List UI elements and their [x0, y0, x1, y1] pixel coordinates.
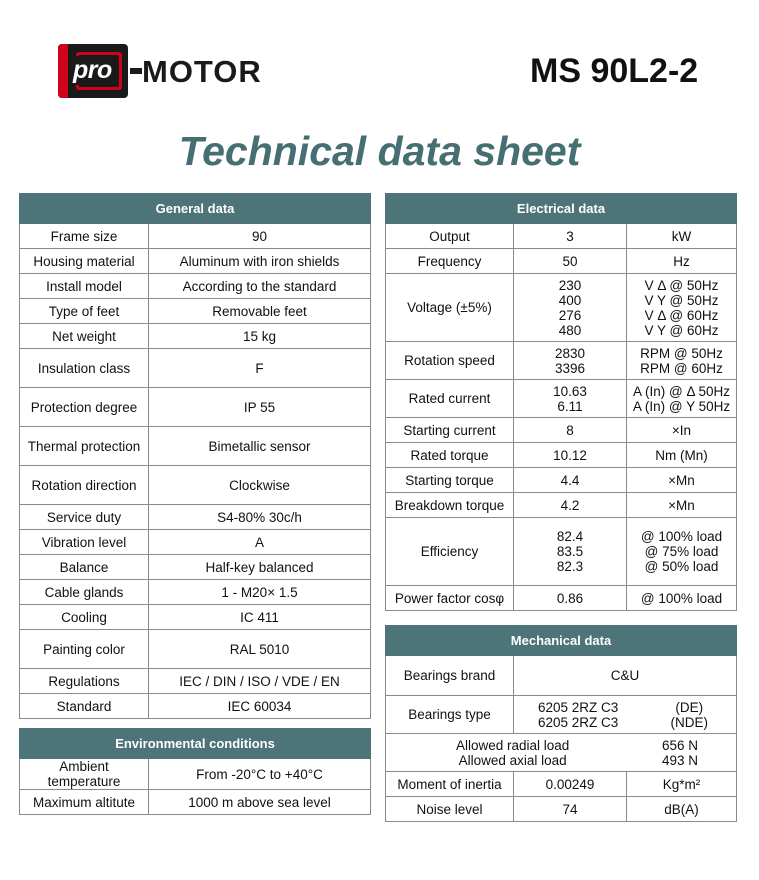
row-value: IEC / DIN / ISO / VDE / EN: [149, 669, 371, 694]
table-row: [20, 669, 371, 694]
table-row: [20, 299, 371, 324]
table-row: [386, 249, 737, 274]
row-value: 10.12: [514, 443, 627, 468]
table-row: [20, 324, 371, 349]
environmental-conditions-table: [19, 728, 371, 815]
table-row: [20, 555, 371, 580]
electrical-data-heading: Electrical data: [386, 194, 737, 224]
table-row: [386, 772, 737, 797]
row-label: Housing material: [20, 249, 149, 274]
table-row: [386, 518, 737, 586]
row-unit: @ 100% load: [627, 586, 737, 611]
row-label: Cable glands: [20, 580, 149, 605]
row-label: Install model: [20, 274, 149, 299]
row-label: Frame size: [20, 224, 149, 249]
table-row: [386, 380, 737, 418]
row-label: Rotation speed: [386, 342, 514, 380]
table-row: [386, 734, 737, 772]
row-label: Painting color: [20, 630, 149, 669]
row-label: Frequency: [386, 249, 514, 274]
pro-motor-logo: [58, 42, 298, 100]
row-label: Efficiency: [386, 518, 514, 586]
row-label: Thermal protection: [20, 427, 149, 466]
row-label: Starting current: [386, 418, 514, 443]
row-label: Cooling: [20, 605, 149, 630]
row-unit: kW: [627, 224, 737, 249]
general-data-heading: General data: [20, 194, 371, 224]
logo-pro-text: pro: [70, 56, 115, 85]
row-label: Vibration level: [20, 530, 149, 555]
row-unit: ×Mn: [627, 493, 737, 518]
row-value: 4.4: [514, 468, 627, 493]
table-row: [20, 580, 371, 605]
row-label: Bearings type: [386, 696, 514, 734]
row-value: Bimetallic sensor: [149, 427, 371, 466]
table-row: [20, 630, 371, 669]
page-title: Technical data sheet: [178, 128, 581, 174]
row-unit: ×Mn: [627, 468, 737, 493]
row-label: Output: [386, 224, 514, 249]
row-value: 10.63 6.11: [514, 380, 627, 418]
row-value: 656 N 493 N: [661, 737, 698, 768]
table-row: [20, 466, 371, 505]
table-row: [386, 443, 737, 468]
row-unit: RPM @ 50Hz RPM @ 60Hz: [627, 342, 737, 380]
table-row: [386, 586, 737, 611]
row-value: 15 kg: [149, 324, 371, 349]
row-value: A: [149, 530, 371, 555]
row-value: According to the standard: [149, 274, 371, 299]
table-row: [386, 656, 737, 696]
electrical-data-table: [385, 193, 737, 611]
logo-motor-text: MOTOR: [142, 54, 262, 89]
row-label: Rated torque: [386, 443, 514, 468]
row-value: 3: [514, 224, 627, 249]
table-row: [20, 694, 371, 719]
row-label: Standard: [20, 694, 149, 719]
table-row: [386, 696, 737, 734]
row-value: 90: [149, 224, 371, 249]
row-value: Half-key balanced: [149, 555, 371, 580]
general-data-table: [19, 193, 371, 719]
table-row: [20, 388, 371, 427]
row-unit: @ 100% load @ 75% load @ 50% load: [627, 518, 737, 586]
row-value: 230 400 276 480: [514, 274, 627, 342]
table-row: [20, 274, 371, 299]
row-label: Breakdown torque: [386, 493, 514, 518]
row-value: 50: [514, 249, 627, 274]
row-value: 0.00249: [514, 772, 627, 797]
row-value: IC 411: [149, 605, 371, 630]
row-unit: Hz: [627, 249, 737, 274]
table-row: [386, 224, 737, 249]
row-value: Removable feet: [149, 299, 371, 324]
row-value: Clockwise: [149, 466, 371, 505]
row-label: Regulations: [20, 669, 149, 694]
row-label: Starting torque: [386, 468, 514, 493]
row-unit: dB(A): [627, 797, 737, 822]
row-label: Maximum altitute: [20, 790, 149, 815]
row-value: Aluminum with iron shields: [149, 249, 371, 274]
row-label: Balance: [20, 555, 149, 580]
row-unit: ×In: [627, 418, 737, 443]
row-value: 1000 m above sea level: [149, 790, 371, 815]
row-label: Rotation direction: [20, 466, 149, 505]
row-value: 82.4 83.5 82.3: [514, 518, 627, 586]
table-row: [20, 605, 371, 630]
row-unit: (DE) (NDE): [670, 699, 708, 730]
row-label: Noise level: [386, 797, 514, 822]
row-value: 2830 3396: [514, 342, 627, 380]
row-unit: Kg*m²: [627, 772, 737, 797]
table-row: [386, 797, 737, 822]
row-value: RAL 5010: [149, 630, 371, 669]
row-label: Bearings brand: [386, 656, 514, 696]
table-row: [20, 790, 371, 815]
row-label: Rated current: [386, 380, 514, 418]
row-value: 8: [514, 418, 627, 443]
table-row: [386, 342, 737, 380]
row-label: Insulation class: [20, 349, 149, 388]
row-label: Power factor cosφ: [386, 586, 514, 611]
row-value: 1 - M20× 1.5: [149, 580, 371, 605]
environmental-heading: Environmental conditions: [20, 729, 371, 759]
row-unit: V Δ @ 50Hz V Y @ 50Hz V Δ @ 60Hz V Y @ 60Hz: [627, 274, 737, 342]
row-label: Service duty: [20, 505, 149, 530]
table-row: [20, 427, 371, 466]
row-unit: A (In) @ Δ 50Hz A (In) @ Y 50Hz: [627, 380, 737, 418]
table-row: [20, 530, 371, 555]
row-value: 4.2: [514, 493, 627, 518]
row-value: From -20°C to +40°C: [149, 759, 371, 790]
row-value: IEC 60034: [149, 694, 371, 719]
row-value: C&U: [514, 656, 737, 696]
table-row: [20, 505, 371, 530]
table-row: [20, 349, 371, 388]
mechanical-data-table: [385, 625, 737, 822]
row-unit: Nm (Mn): [627, 443, 737, 468]
row-label: Moment of inertia: [386, 772, 514, 797]
row-label: Protection degree: [20, 388, 149, 427]
row-value: S4-80% 30c/h: [149, 505, 371, 530]
row-value: 0.86: [514, 586, 627, 611]
row-value: F: [149, 349, 371, 388]
row-value: 6205 2RZ C3 6205 2RZ C3: [538, 699, 619, 730]
row-label: Type of feet: [20, 299, 149, 324]
table-row: [386, 274, 737, 342]
table-row: [20, 249, 371, 274]
mechanical-data-heading: Mechanical data: [386, 626, 737, 656]
row-label: Net weight: [20, 324, 149, 349]
table-row: [386, 468, 737, 493]
row-label: Voltage (±5%): [386, 274, 514, 342]
row-label: Allowed radial load Allowed axial load: [456, 737, 570, 768]
table-row: [20, 759, 371, 790]
table-row: [386, 493, 737, 518]
model-number: MS 90L2-2: [530, 52, 699, 90]
row-label: Ambient temperature: [20, 759, 149, 790]
row-value: IP 55: [149, 388, 371, 427]
row-value: 74: [514, 797, 627, 822]
table-row: [386, 418, 737, 443]
table-row: [20, 224, 371, 249]
